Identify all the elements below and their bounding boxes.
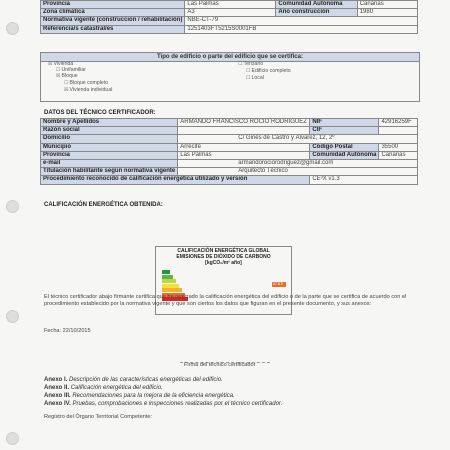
- table-row: [41, 127, 418, 135]
- scale-bar-b: [162, 275, 173, 279]
- option-label: Vivienda: [53, 61, 74, 67]
- annex-text: Pruebas, comprobaciones e inspecciones realizadas por el técnico certificador.: [72, 401, 283, 407]
- rating-section-title: CALIFICACIÓN ENERGÉTICA OBTENIDA:: [44, 202, 163, 208]
- option-edificio-completo: [246, 68, 291, 74]
- field-label: Provincia: [41, 1, 185, 9]
- checkbox-icon: ☐: [56, 67, 61, 73]
- energy-rating-title: CALIFICACIÓN ENERGÉTICA GLOBAL: [177, 248, 270, 254]
- field-value: Las Palmas: [178, 151, 310, 159]
- field-label: NIF: [310, 119, 379, 127]
- field-value: [379, 127, 418, 135]
- binder-holes: [6, 0, 20, 450]
- annex-name: Anexo I.: [44, 377, 68, 383]
- field-value: 1980: [357, 9, 417, 17]
- option-label: Vivienda individual: [69, 87, 113, 93]
- scale-bar-d: [162, 284, 179, 288]
- field-value: CE³X v1.3: [310, 176, 418, 184]
- table-row: [41, 151, 418, 159]
- signature-label: Firma del técnico certificador: [184, 362, 256, 368]
- registry-label: Registro del Órgano Territorial Competente:: [44, 414, 153, 420]
- field-label: Referencia/s catastral/es: [41, 25, 185, 33]
- annex-name: Anexo III.: [44, 393, 71, 399]
- checkbox-icon: ☐: [64, 80, 69, 86]
- checkbox-icon: ☒: [48, 61, 53, 67]
- checkbox-icon: ☒: [56, 73, 61, 79]
- field-label: Normativa vigente (construcción / rehabilitación): [41, 17, 185, 25]
- annex-name: Anexo IV.: [44, 401, 71, 407]
- field-label: Comunidad Autónoma: [276, 1, 357, 9]
- field-value: [178, 127, 310, 135]
- annex-item: [44, 392, 235, 400]
- option-label: Unifamiliar: [61, 67, 86, 73]
- table-row: [41, 176, 418, 184]
- table-row: [41, 25, 418, 33]
- option-vivienda-individual: [64, 87, 112, 93]
- technician-section-title: DATOS DEL TÉCNICO CERTIFICADOR:: [44, 110, 156, 116]
- scale-bar-a: [162, 270, 170, 274]
- field-value: Canarias: [379, 151, 418, 159]
- field-value: A3: [185, 9, 276, 17]
- table-row: [41, 119, 418, 127]
- annex-text: Recomendaciones para la mejora de la eficiencia energética.: [72, 393, 235, 399]
- table-row: [41, 17, 418, 25]
- annex-text: Descripción de las características energéticas del edificio.: [69, 377, 223, 383]
- field-value: 1251403FT5215S0001FB: [185, 25, 418, 33]
- table-row: [41, 168, 418, 176]
- checkbox-icon: ☒: [64, 87, 69, 93]
- binder-hole: [6, 200, 19, 213]
- building-type-box: [40, 52, 420, 102]
- rating-pointer: [272, 282, 286, 287]
- technician-table: [40, 118, 418, 185]
- certification-statement: El técnico certificador abajo firmante certifica que ha realizado la calificación energética del edificio o de la parte que se certifica de acuerdo con el procedimiento establecido por la normativa vigente y que son ciertos los datos que figuran en el presente documento, y sus anexos:: [44, 294, 407, 307]
- option-label: Local: [251, 75, 264, 81]
- field-label: Año construcción: [276, 9, 357, 17]
- field-value: Las Palmas: [185, 1, 276, 9]
- building-data-table: [40, 0, 418, 34]
- checkbox-icon: ☐: [246, 75, 251, 81]
- field-label: Domicilio: [41, 135, 178, 143]
- field-value: C/ Ginés de Castro y Álvarez, 12, 2º: [178, 135, 418, 143]
- field-label: Provincia: [41, 151, 178, 159]
- building-type-title: Tipo de edificio o parte del edificio que se certifica:: [41, 53, 419, 62]
- field-value: Arrecife: [178, 143, 310, 151]
- field-label: Procedimiento reconocido de calificación energética utilizado y versión: [41, 176, 310, 184]
- option-label: Terciario: [243, 61, 264, 67]
- scale-bar-c: [162, 279, 176, 283]
- annex-item: [44, 384, 163, 392]
- field-value: ARMANDO FRANCISCO ROCIO RODRIGUEZ: [178, 119, 310, 127]
- option-local: [246, 75, 264, 81]
- field-label: Código Postal: [310, 143, 379, 151]
- field-label: Municipio: [41, 143, 178, 151]
- option-label: Bloque completo: [69, 80, 109, 86]
- field-label: Nombre y Apellidos: [41, 119, 178, 127]
- annex-item: [44, 400, 282, 408]
- emissions-unit: [kgCO₂/m² año]: [205, 260, 242, 266]
- option-bloque-completo: [64, 80, 108, 86]
- table-row: [41, 1, 418, 9]
- binder-hole: [6, 432, 19, 445]
- field-label: Zona climática: [41, 9, 185, 17]
- field-label: Titulación habilitante según normativa vigente: [41, 168, 178, 176]
- annex-item: [44, 376, 223, 384]
- table-row: [41, 143, 418, 151]
- field-label: e-mail: [41, 159, 178, 167]
- annex-name: Anexo II.: [44, 385, 70, 391]
- emissions-title: EMISIONES DE DIÓXIDO DE CARBONO: [176, 254, 271, 260]
- table-row: [41, 159, 418, 167]
- certificate-date: Fecha: 22/10/2015: [44, 328, 91, 334]
- field-value: armandorociorodriguez@gmail.com: [178, 159, 418, 167]
- option-label: Edificio completo: [251, 68, 291, 74]
- energy-rating-header: [156, 247, 291, 267]
- field-value: NBE-CT-79: [185, 17, 418, 25]
- field-value: Canarias: [357, 1, 417, 9]
- table-row: [41, 135, 418, 143]
- binder-hole: [6, 22, 19, 35]
- annex-text: Calificación energética del edificio.: [70, 385, 163, 391]
- field-label: Comunidad Autónoma: [310, 151, 379, 159]
- field-value: 42916259F: [379, 119, 418, 127]
- table-row: [41, 9, 418, 17]
- field-value: 35500: [379, 143, 418, 151]
- binder-hole: [6, 310, 19, 323]
- checkbox-icon: ☐: [246, 68, 251, 74]
- field-label: CIF: [310, 127, 379, 135]
- option-terciario: [238, 61, 263, 67]
- field-value: Arquitecto Técnico: [178, 168, 418, 176]
- option-bloque: [56, 73, 78, 79]
- rating-value: 67.8 E: [273, 282, 284, 286]
- checkbox-icon: ☐: [238, 61, 243, 67]
- scale-bar-e: [162, 288, 182, 292]
- field-label: Razón social: [41, 127, 178, 135]
- option-label: Bloque: [61, 73, 78, 79]
